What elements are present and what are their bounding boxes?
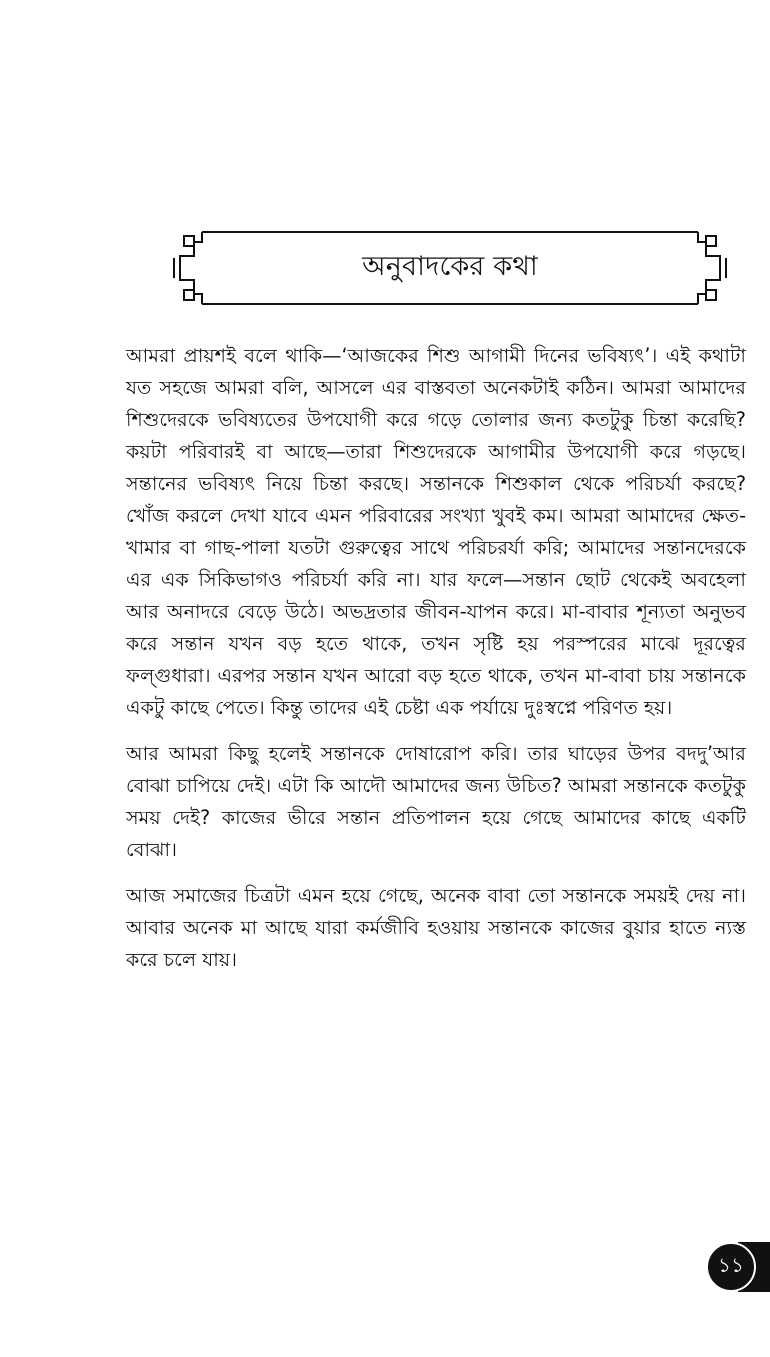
paragraph-2: আর আমরা কিছু হলেই সন্তানকে দোষারোপ করি। তার ঘাড়ের উপর বদদু’আর বোঝা চাপিয়ে দেই। এটা কি আদৌ আমাদের জন্য উচিত? আমরা সন্তানকে কতটুকু সময় দেই? কাজের ভীরে সন্তান প্রতিপালন হয়ে গেছে আমাদের কাছে একটি বোঝা। [126,742,746,861]
body-text [126,340,746,990]
paragraph-3: আজ সমাজের চিত্রটা এমন হয়ে গেছে, অনেক বাবা তো সন্তানকে সময়ই দেয় না। আবার অনেক মা আছে যারা কর্মজীবি হওয়ায় সন্তানকে কাজের বুয়ার হাতে ন্যস্ত করে চলে যায়। [126,884,746,971]
page-number: ১১ [706,1242,756,1292]
paragraph-1: আমরা প্রায়শই বলে থাকি—‘আজকের শিশু আগামী দিনের ভবিষ্যৎ’। এই কথাটা যত সহজে আমরা বলি, আসলে এর বাস্তবতা অনেকটাই কঠিন। আমরা আমাদের শিশুদেরকে ভবিষ্যতের উপযোগী করে গড়ে তোলার জন্য কতটুকু চিন্তা করেছি? কয়টা পরিবারই বা আছে—তারা শিশুদেরকে আগামীর উপযোগী করে গড়ছে। সন্তানের ভবিষ্যৎ নিয়ে চিন্তা করছে। সন্তানকে শিশুকাল থেকে পরিচর্যা করছে? খোঁজ করলে দেখা যাবে এমন পরিবারের সংখ্যা খুবই কম। আমরা আমাদের ক্ষেত-খামার বা গাছ-পালা যতটা গুরুত্বের সাথে পরিচরর্যা করি; আমাদের সন্তানদেরকে এর এক সিকিভাগও পরিচর্যা করি না। যার ফলে—সন্তান ছোট থেকেই অবহেলা আর অনাদরে বেড়ে উঠে। অভদ্রতার জীবন-যাপন করে। মা-বাবার শূন্যতা অনুভব করে সন্তান যখন বড় হতে থাকে, তখন সৃষ্টি হয় পরস্পরের মাঝে দূরত্বের ফল্গুধারা। এরপর সন্তান যখন আরো বড় হতে থাকে, তখন মা-বাবা চায় সন্তানকে একটু কাছে পেতে। কিন্তু তাদের এই চেষ্টা এক পর্যায়ে দুঃস্বপ্নে পরিণত হয়। [126,344,746,719]
page-number-badge [706,1242,770,1292]
title-frame [172,228,728,308]
page-title: অনুবাদকের কথা [362,250,538,282]
